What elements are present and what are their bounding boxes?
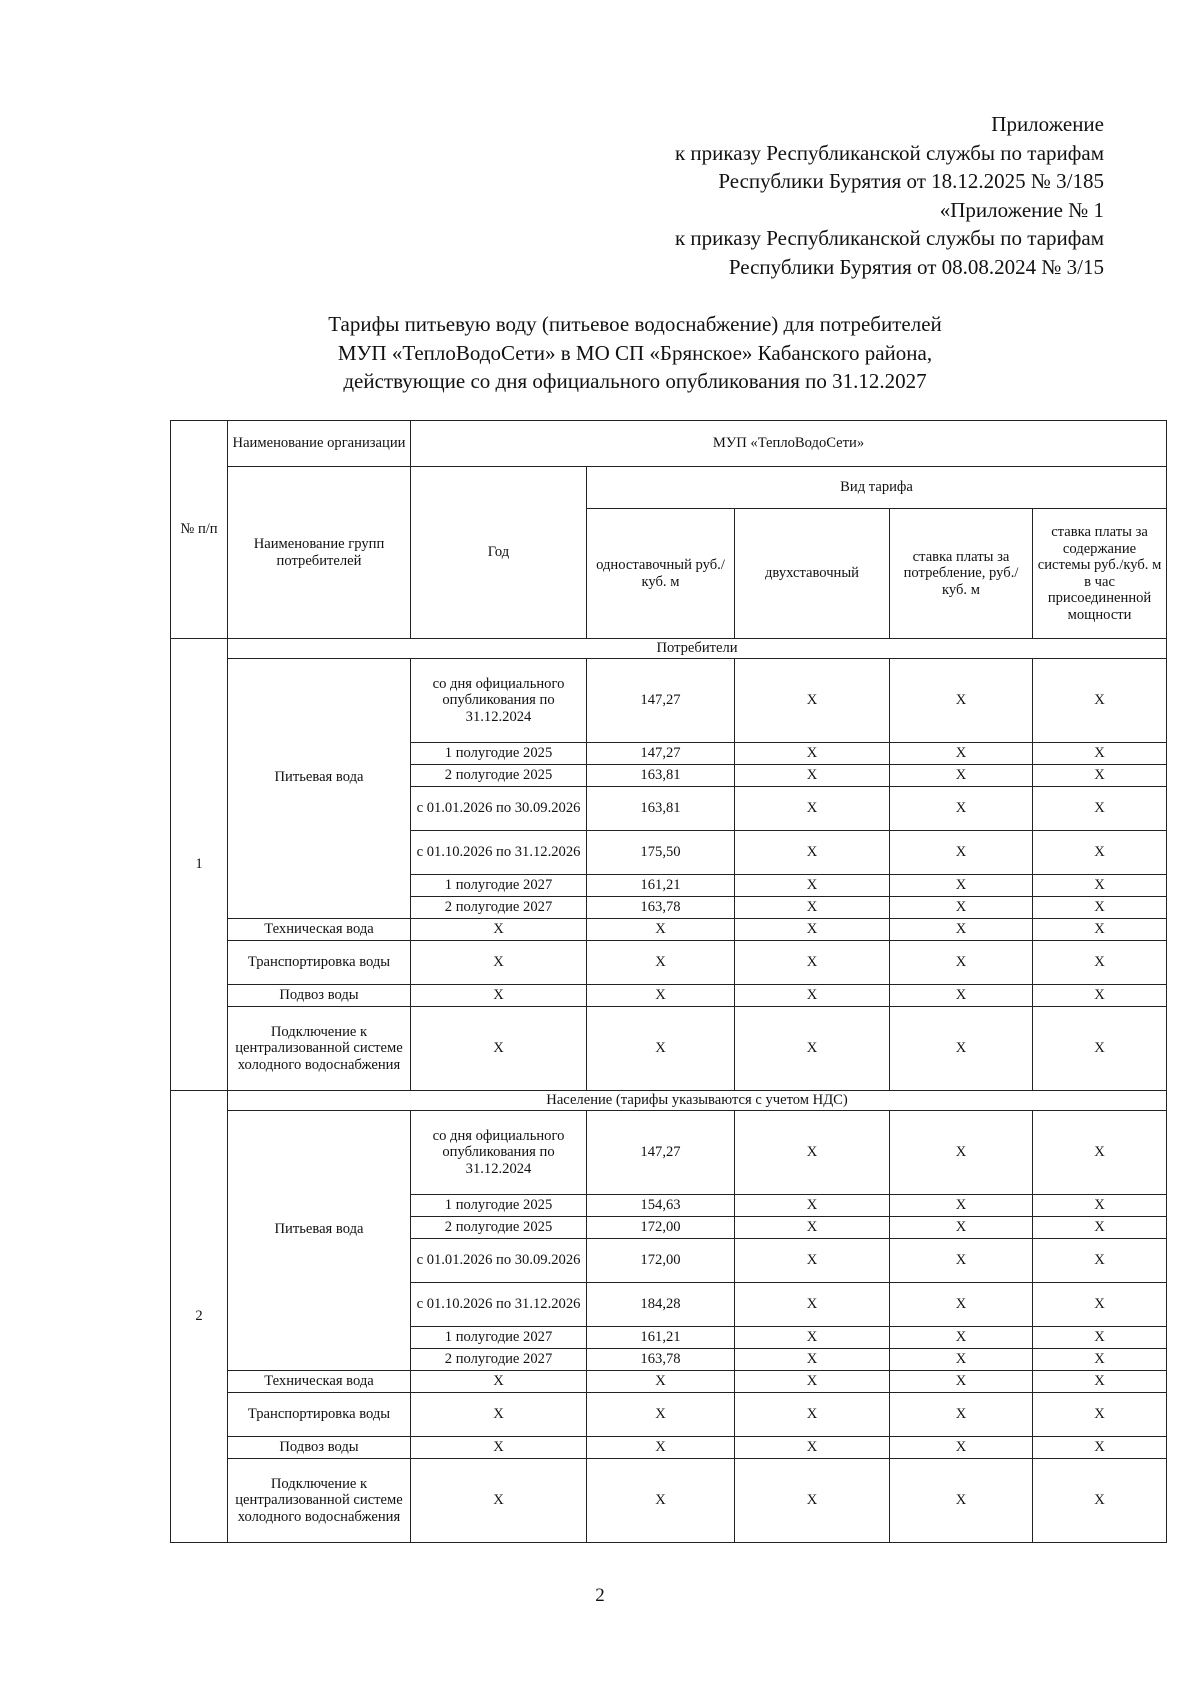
period-cell: с 01.10.2026 по 31.12.2026 — [411, 1283, 587, 1327]
title-line: Тарифы питьевую воду (питьевое водоснабжение) для потребителей — [328, 312, 942, 336]
maintenance-cell: X — [1033, 1217, 1167, 1239]
consumption-cell: X — [890, 831, 1033, 875]
consumption-cell: X — [890, 1349, 1033, 1371]
double-cell: X — [735, 1239, 890, 1283]
table-row — [171, 659, 1167, 743]
double-cell: X — [735, 1393, 890, 1437]
period-cell: с 01.10.2026 по 31.12.2026 — [411, 831, 587, 875]
consumption-cell: X — [890, 743, 1033, 765]
maintenance-cell: X — [1033, 1111, 1167, 1195]
double-cell: X — [735, 1007, 890, 1091]
maintenance-cell: X — [1033, 743, 1167, 765]
group-name: Техническая вода — [228, 919, 411, 941]
period-cell: 2 полугодие 2025 — [411, 1217, 587, 1239]
maintenance-cell: X — [1033, 787, 1167, 831]
double-cell: X — [735, 659, 890, 743]
header-cell-single: одноставочный руб./ куб. м — [587, 509, 735, 639]
double-cell: X — [735, 743, 890, 765]
double-cell: X — [735, 919, 890, 941]
header-line: Республики Бурятия от 08.08.2024 № 3/15 — [728, 254, 1104, 279]
period-cell: 1 полугодие 2025 — [411, 1195, 587, 1217]
consumption-cell: X — [890, 1239, 1033, 1283]
period-cell: X — [411, 941, 587, 985]
header-line: к приказу Республиканской службы по тарифам — [674, 140, 1104, 165]
maintenance-cell: X — [1033, 1239, 1167, 1283]
document-title — [270, 310, 1000, 396]
single-cell: 161,21 — [587, 1327, 735, 1349]
header-line: Республики Бурятия от 18.12.2025 № 3/185 — [718, 169, 1104, 193]
header-cell-year: Год — [411, 467, 587, 639]
single-cell: X — [587, 985, 735, 1007]
consumption-cell: X — [890, 941, 1033, 985]
single-cell: 147,27 — [587, 1111, 735, 1195]
maintenance-cell: X — [1033, 985, 1167, 1007]
table-row — [171, 919, 1167, 941]
double-cell: X — [735, 1327, 890, 1349]
single-cell: 163,78 — [587, 1349, 735, 1371]
double-cell: X — [735, 1283, 890, 1327]
maintenance-cell: X — [1033, 897, 1167, 919]
header-cell-groups: Наименование групп потребителей — [228, 467, 411, 639]
double-cell: X — [735, 1217, 890, 1239]
group-name: Питьевая вода — [228, 1111, 411, 1371]
header-cell-org: Наименование организации — [228, 421, 411, 467]
consumption-cell: X — [890, 1283, 1033, 1327]
consumption-cell: X — [890, 1459, 1033, 1543]
table-row — [171, 1007, 1167, 1091]
maintenance-cell: X — [1033, 1195, 1167, 1217]
header-line: к приказу Республиканской службы по тарифам — [674, 226, 1104, 250]
tariff-table — [170, 420, 1167, 1543]
maintenance-cell: X — [1033, 1393, 1167, 1437]
single-cell: 163,78 — [587, 897, 735, 919]
consumption-cell: X — [890, 1195, 1033, 1217]
period-cell: с 01.01.2026 по 30.09.2026 — [411, 787, 587, 831]
double-cell: X — [735, 897, 890, 919]
double-cell: X — [735, 1195, 890, 1217]
period-cell: со дня официального опубликования по 31.12.2024 — [411, 659, 587, 743]
group-name: Питьевая вода — [228, 659, 411, 919]
header-cell-consumption: ставка платы за потребление, руб./ куб. м — [890, 509, 1033, 639]
header-line: Приложение — [991, 112, 1104, 136]
group-name: Подключение к централизованной системе холодного водоснабжения — [228, 1007, 411, 1091]
table-row — [171, 1437, 1167, 1459]
single-cell: 172,00 — [587, 1239, 735, 1283]
maintenance-cell: X — [1033, 1327, 1167, 1349]
single-cell: 163,81 — [587, 787, 735, 831]
single-cell: X — [587, 1393, 735, 1437]
period-cell: 1 полугодие 2027 — [411, 1327, 587, 1349]
single-cell: X — [587, 1007, 735, 1091]
single-cell: 172,00 — [587, 1217, 735, 1239]
maintenance-cell: X — [1033, 1459, 1167, 1543]
group-name: Техническая вода — [228, 1371, 411, 1393]
single-cell: 161,21 — [587, 875, 735, 897]
double-cell: X — [735, 1349, 890, 1371]
maintenance-cell: X — [1033, 1349, 1167, 1371]
period-cell: 2 полугодие 2027 — [411, 897, 587, 919]
section-row — [171, 639, 1167, 659]
header-cell-number: № п/п — [171, 421, 228, 639]
table-row — [171, 1459, 1167, 1543]
consumption-cell: X — [890, 897, 1033, 919]
double-cell: X — [735, 1111, 890, 1195]
maintenance-cell: X — [1033, 831, 1167, 875]
table-row — [171, 941, 1167, 985]
double-cell: X — [735, 787, 890, 831]
maintenance-cell: X — [1033, 919, 1167, 941]
period-cell: X — [411, 1459, 587, 1543]
maintenance-cell: X — [1033, 1283, 1167, 1327]
period-cell: с 01.01.2026 по 30.09.2026 — [411, 1239, 587, 1283]
consumption-cell: X — [890, 765, 1033, 787]
period-cell: 2 полугодие 2027 — [411, 1349, 587, 1371]
consumption-cell: X — [890, 875, 1033, 897]
single-cell: 175,50 — [587, 831, 735, 875]
double-cell: X — [735, 1459, 890, 1543]
maintenance-cell: X — [1033, 1371, 1167, 1393]
period-cell: X — [411, 1437, 587, 1459]
period-cell: X — [411, 985, 587, 1007]
maintenance-cell: X — [1033, 875, 1167, 897]
document-header — [675, 110, 1104, 281]
consumption-cell: X — [890, 1327, 1033, 1349]
header-line: «Приложение № 1 — [939, 197, 1104, 222]
maintenance-cell: X — [1033, 659, 1167, 743]
consumption-cell: X — [890, 919, 1033, 941]
single-cell: 147,27 — [587, 743, 735, 765]
double-cell: X — [735, 985, 890, 1007]
header-cell-maintenance: ставка платы за содержание системы руб./куб. м в час присоединенной мощности — [1033, 509, 1167, 639]
double-cell: X — [735, 1371, 890, 1393]
title-line: действующие со дня официального опубликования по 31.12.2027 — [343, 369, 927, 393]
maintenance-cell: X — [1033, 1007, 1167, 1091]
double-cell: X — [735, 875, 890, 897]
double-cell: X — [735, 941, 890, 985]
single-cell: 163,81 — [587, 765, 735, 787]
double-cell: X — [735, 1437, 890, 1459]
period-cell: 1 полугодие 2027 — [411, 875, 587, 897]
single-cell: X — [587, 1371, 735, 1393]
group-name: Транспортировка воды — [228, 941, 411, 985]
table-row — [171, 1111, 1167, 1195]
period-cell: X — [411, 1393, 587, 1437]
consumption-cell: X — [890, 1007, 1033, 1091]
table-row — [171, 1393, 1167, 1437]
header-cell-double: двухставочный — [735, 509, 890, 639]
group-name: Подвоз воды — [228, 1437, 411, 1459]
title-line: МУП «ТеплоВодоСети» в МО СП «Брянское» Кабанского района, — [337, 340, 933, 365]
period-cell: 2 полугодие 2025 — [411, 765, 587, 787]
single-cell: X — [587, 919, 735, 941]
consumption-cell: X — [890, 1371, 1033, 1393]
period-cell: со дня официального опубликования по 31.12.2024 — [411, 1111, 587, 1195]
consumption-cell: X — [890, 1437, 1033, 1459]
table-row — [171, 1371, 1167, 1393]
maintenance-cell: X — [1033, 765, 1167, 787]
period-cell: X — [411, 919, 587, 941]
single-cell: 184,28 — [587, 1283, 735, 1327]
single-cell: 154,63 — [587, 1195, 735, 1217]
single-cell: X — [587, 941, 735, 985]
consumption-cell: X — [890, 1393, 1033, 1437]
single-cell: 147,27 — [587, 659, 735, 743]
consumption-cell: X — [890, 1217, 1033, 1239]
period-cell: X — [411, 1371, 587, 1393]
section-title: Население (тарифы указываются с учетом НДС) — [228, 1091, 1167, 1111]
double-cell: X — [735, 831, 890, 875]
maintenance-cell: X — [1033, 1437, 1167, 1459]
consumption-cell: X — [890, 1111, 1033, 1195]
row-number: 1 — [171, 639, 228, 1091]
header-cell-org-name: МУП «ТеплоВодоСети» — [411, 421, 1167, 467]
section-row — [171, 1091, 1167, 1111]
group-name: Подключение к централизованной системе холодного водоснабжения — [228, 1459, 411, 1543]
period-cell: 1 полугодие 2025 — [411, 743, 587, 765]
maintenance-cell: X — [1033, 941, 1167, 985]
consumption-cell: X — [890, 985, 1033, 1007]
double-cell: X — [735, 765, 890, 787]
consumption-cell: X — [890, 787, 1033, 831]
group-name: Подвоз воды — [228, 985, 411, 1007]
header-cell-tariff-type: Вид тарифа — [587, 467, 1167, 509]
page-number: 2 — [595, 1585, 605, 1606]
table-row — [171, 985, 1167, 1007]
group-name: Транспортировка воды — [228, 1393, 411, 1437]
section-title: Потребители — [228, 639, 1167, 659]
single-cell: X — [587, 1437, 735, 1459]
consumption-cell: X — [890, 659, 1033, 743]
row-number: 2 — [171, 1091, 228, 1543]
single-cell: X — [587, 1459, 735, 1543]
period-cell: X — [411, 1007, 587, 1091]
